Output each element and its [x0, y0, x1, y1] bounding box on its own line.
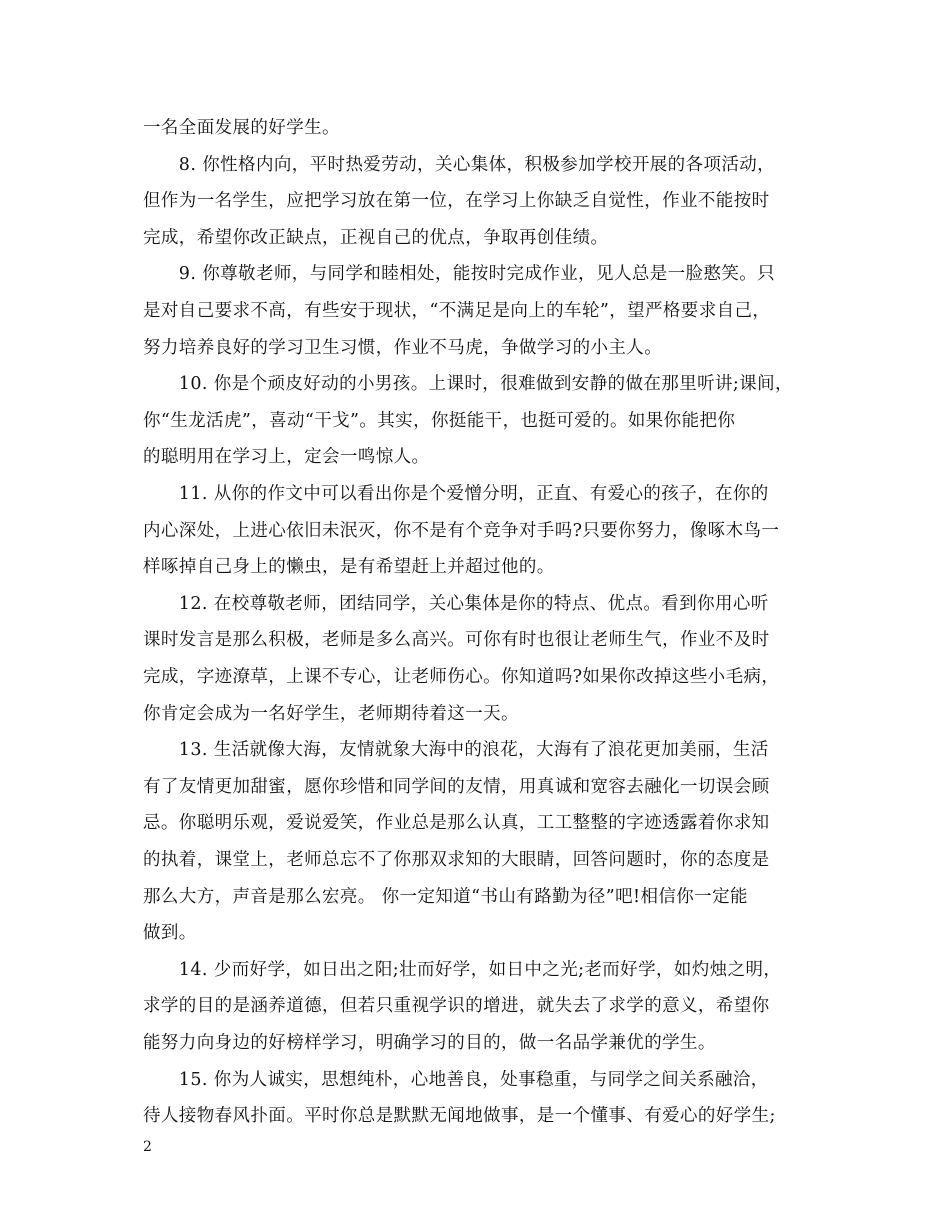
text-line: 有了友情更加甜蜜，愿你珍惜和同学间的友情，用真诚和宽容去融化一切误会顾 — [143, 777, 770, 797]
text-line: 8. 你性格内向，平时热爱劳动，关心集体，积极参加学校开展的各项活动， — [143, 155, 776, 175]
text-line: 完成，字迹潦草，上课不专心，让老师伤心。你知道吗?如果你改掉这些小毛病， — [143, 667, 780, 687]
text-line: 12. 在校尊敬老师，团结同学，关心集体是你的特点、优点。看到你用心听 — [143, 594, 769, 614]
text-line: 10. 你是个顽皮好动的小男孩。上课时，很难做到安静的做在那里听讲;课间， — [143, 374, 793, 394]
text-line: 9. 你尊敬老师，与同学和睦相处，能按时完成作业，见人总是一脸憨笑。只 — [143, 264, 776, 284]
text-line: 14. 少而好学，如日出之阳;壮而好学，如日中之光;老而好学，如灼烛之明， — [143, 960, 782, 980]
text-line: 做到。 — [143, 923, 197, 943]
page-number: 2 — [143, 1139, 152, 1155]
text-line: 样啄掉自己身上的懒虫，是有希望赶上并超过他的。 — [143, 557, 555, 577]
text-line: 内心深处，上进心依旧未泯灭，你不是有个竞争对手吗?只要你努力，像啄木鸟一 — [143, 521, 780, 541]
text-line: 一名全面发展的好学生。 — [143, 118, 340, 138]
text-line: 但作为一名学生，应把学习放在第一位，在学习上你缺乏自觉性，作业不能按时 — [143, 191, 770, 211]
text-line: 忌。你聪明乐观，爱说爱笑，作业总是那么认真，工工整整的字迹透露着你求知 — [143, 813, 770, 833]
text-line: 13. 生活就像大海，友情就象大海中的浪花，大海有了浪花更加美丽，生活 — [143, 740, 769, 760]
text-line: 你肯定会成为一名好学生，老师期待着这一天。 — [143, 704, 519, 724]
text-line: 的执着，课堂上，老师总忘不了你那双求知的大眼睛，回答问题时，你的态度是 — [143, 850, 770, 870]
text-line: 那么大方，声音是那么宏亮。 你一定知道“书山有路勤为径”吧!相信你一定能 — [143, 887, 748, 907]
text-line: 15. 你为人诚实，思想纯朴，心地善良，处事稳重，与同学之间关系融洽， — [143, 1070, 769, 1090]
text-line: 你“生龙活虎”，喜动“干戈”。其实，你挺能干，也挺可爱的。如果你能把你 — [143, 411, 736, 431]
text-line: 待人接物春风扑面。平时你总是默默无闻地做事，是一个懂事、有爱心的好学生; — [143, 1106, 776, 1126]
text-line: 的聪明用在学习上，定会一鸣惊人。 — [143, 447, 430, 467]
text-line: 完成，希望你改正缺点，正视自己的优点，争取再创佳绩。 — [143, 228, 609, 248]
text-line: 课时发言是那么积极，老师是多么高兴。可你有时也很让老师生气，作业不及时 — [143, 630, 770, 650]
text-line: 是对自己要求不高，有些安于现状，“不满足是向上的车轮”，望严格要求自己， — [143, 301, 771, 321]
text-line: 能努力向身边的好榜样学习，明确学习的目的，做一名品学兼优的学生。 — [143, 1033, 716, 1053]
text-line: 11. 从你的作文中可以看出你是个爱憎分明，正直、有爱心的孩子，在你的 — [143, 484, 769, 504]
text-line: 求学的目的是涵养道德，但若只重视学识的增进，就失去了求学的意义，希望你 — [143, 996, 770, 1016]
text-line: 努力培养良好的学习卫生习惯，作业不马虎，争做学习的小主人。 — [143, 338, 663, 358]
